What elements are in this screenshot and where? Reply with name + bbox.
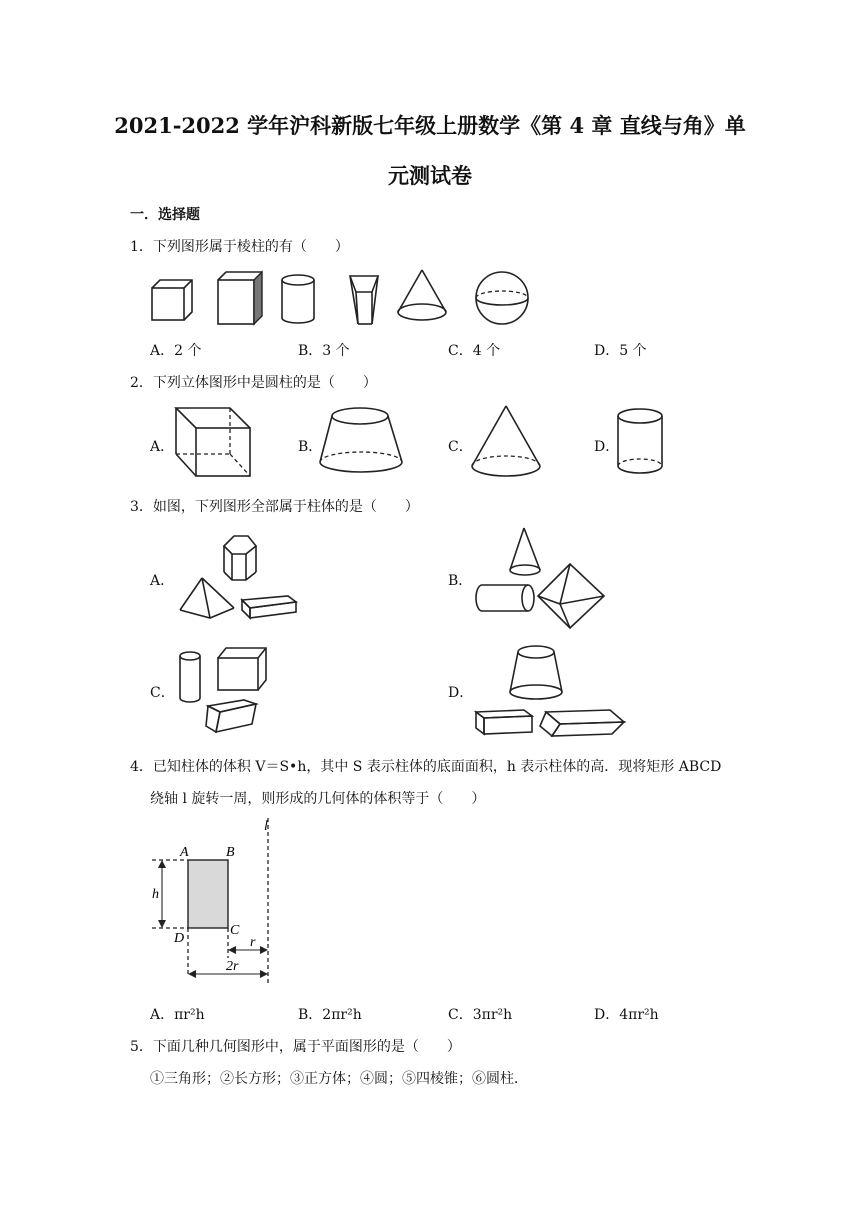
label-2r: 2r — [226, 959, 239, 974]
box-icon — [476, 710, 532, 734]
label-c: C — [230, 923, 240, 938]
question-1-stem: 1．下列图形属于棱柱的有（ ） — [130, 239, 349, 255]
cylinder-icon — [180, 652, 200, 702]
octahedron-icon — [538, 564, 604, 628]
label-d: D — [174, 931, 185, 946]
question-2-label-c[interactable]: C． — [448, 439, 473, 455]
question-3-label-d[interactable]: D． — [448, 685, 474, 701]
question-1-option-b[interactable]: B．3 个 — [298, 343, 350, 359]
question-3-figure-d — [472, 640, 632, 740]
question-4-figure — [146, 818, 286, 988]
question-1-figures — [140, 268, 540, 328]
question-1-option-d[interactable]: D．5 个 — [594, 343, 647, 359]
label-b: B — [226, 845, 235, 860]
question-5-stem: 5．下面几种几何图形中，属于平面图形的是（ ） — [130, 1039, 461, 1055]
cylinder-icon — [282, 275, 314, 323]
cylinder-icon — [618, 409, 662, 473]
section-heading: 一．选择题 — [130, 207, 200, 223]
box-icon — [242, 596, 296, 618]
label-l: l — [264, 819, 268, 834]
hexagonal-prism-icon — [224, 536, 256, 580]
frustum-icon — [320, 408, 402, 472]
cylinder-icon — [476, 585, 534, 611]
label-a: A — [180, 845, 189, 860]
label-h: h — [152, 887, 159, 902]
cone-icon — [398, 270, 446, 320]
question-4-option-a[interactable]: A．πr²h — [150, 1007, 205, 1023]
cube-icon — [218, 648, 266, 690]
trapezoidal-prism-icon — [206, 700, 256, 732]
question-2-label-d[interactable]: D． — [594, 439, 620, 455]
question-4-stem-line1: 4．已知柱体的体积 V＝S•h，其中 S 表示柱体的底面面积，h 表示柱体的高．现将矩形 ABCD — [130, 759, 722, 775]
pyramid-icon — [180, 578, 234, 618]
question-2-figures — [170, 402, 680, 482]
cube-dashed-icon — [176, 408, 250, 476]
question-4-option-c[interactable]: C．3πr²h — [448, 1007, 513, 1023]
question-5-items: ①三角形；②长方形；③正方体；④圆；⑤四棱锥；⑥圆柱． — [150, 1071, 528, 1087]
question-3-stem: 3．如图，下列图形全部属于柱体的是（ ） — [130, 499, 419, 515]
question-2-label-a[interactable]: A． — [150, 439, 175, 455]
question-4-option-b[interactable]: B．2πr²h — [298, 1007, 362, 1023]
cube-icon — [152, 280, 192, 320]
triangular-prism-icon — [540, 710, 624, 736]
question-3-label-c[interactable]: C． — [150, 685, 175, 701]
question-1-option-a[interactable]: A．2 个 — [150, 343, 202, 359]
question-1-option-c[interactable]: C．4 个 — [448, 343, 501, 359]
cone-icon — [472, 406, 540, 476]
page-title: 2021-2022 学年沪科新版七年级上册数学《第 4 章 直线与角》单 — [114, 113, 746, 138]
question-3-label-b[interactable]: B． — [448, 573, 473, 589]
question-2-stem: 2．下列立体图形中是圆柱的是（ ） — [130, 375, 377, 391]
question-4-option-d[interactable]: D．4πr²h — [594, 1007, 659, 1023]
frustum-icon — [510, 646, 562, 699]
label-r: r — [250, 935, 256, 950]
question-4-stem-line2: 绕轴 l 旋转一周，则形成的几何体的体积等于（ ） — [150, 791, 486, 807]
sphere-icon — [476, 272, 528, 324]
prism-frustum-icon — [350, 276, 378, 324]
rectangle-abcd — [188, 860, 228, 928]
box-icon — [218, 272, 262, 324]
question-3-label-a[interactable]: A． — [150, 573, 175, 589]
question-3-figure-b — [472, 524, 612, 629]
question-2-label-b[interactable]: B． — [298, 439, 323, 455]
cone-icon — [510, 528, 540, 575]
page-title-continued: 元测试卷 — [388, 163, 472, 188]
question-3-figure-c — [176, 642, 296, 738]
question-3-figure-a — [176, 530, 301, 625]
